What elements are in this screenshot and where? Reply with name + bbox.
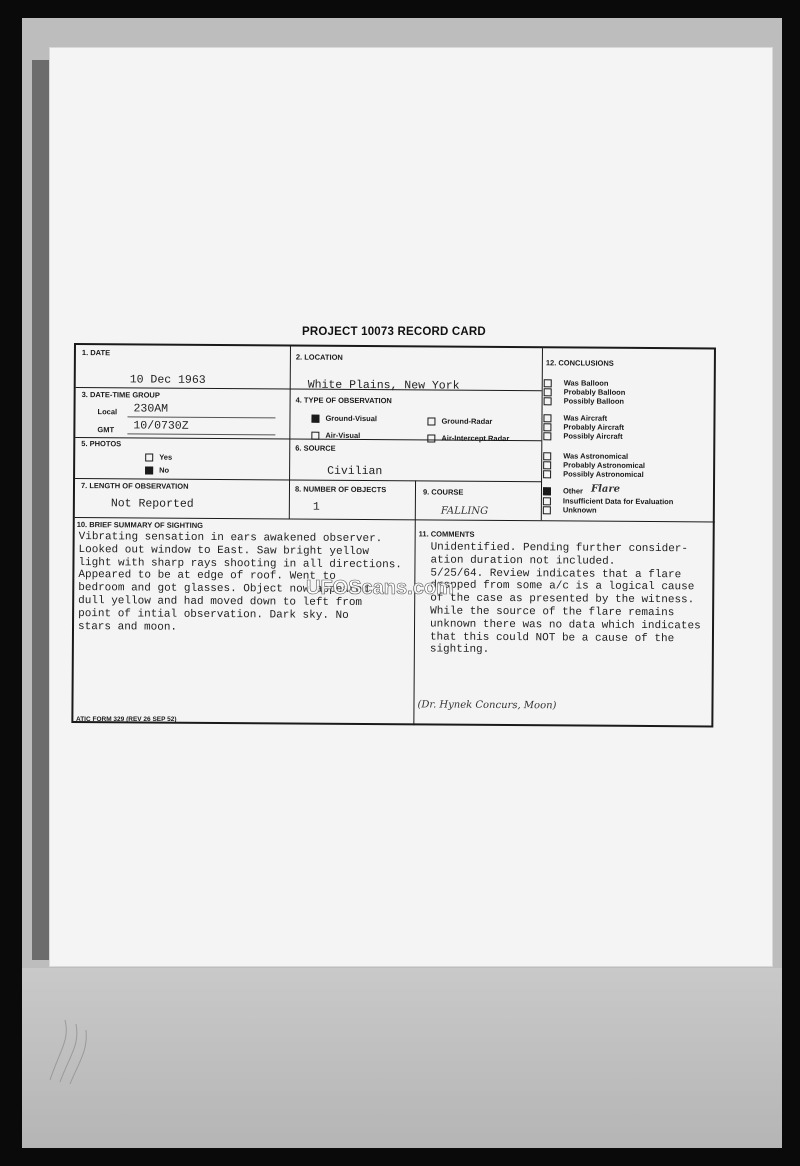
record-card bbox=[71, 343, 716, 727]
checkbox-empty-icon bbox=[311, 432, 319, 440]
checkbox-checked-icon bbox=[311, 415, 319, 423]
source-value: Civilian bbox=[327, 464, 383, 479]
num-objects-label: 8. NUMBER OF OBJECTS bbox=[294, 484, 387, 495]
concl-probably-aircraft: Probably Aircraft bbox=[543, 422, 624, 432]
location-label: 2. LOCATION bbox=[295, 352, 343, 362]
concl-possibly-aircraft: Possibly Aircraft bbox=[543, 431, 622, 441]
checkbox-empty-icon bbox=[543, 452, 551, 460]
checkbox-empty-icon bbox=[543, 414, 551, 422]
date-value: 10 Dec 1963 bbox=[129, 373, 206, 387]
checkbox-empty-icon bbox=[427, 434, 435, 442]
checkbox-empty-icon bbox=[427, 417, 435, 425]
checkbox-empty-icon bbox=[543, 461, 551, 469]
comments-handwritten: (Dr. Hynek Concurs, Moon) bbox=[417, 699, 557, 712]
checkbox-empty-icon bbox=[543, 432, 551, 440]
summary-text: Vibrating sensation in ears awakened observer. Looked out window to East. Saw bright yellow light with sharp rays shooting in all directions. Appeared to be at edge of roof. Went to bedroom and got glasses. Object now appeared dull yellow and had moved down to left from point of intial observation. Dark sky. No stars and moon. bbox=[77, 531, 402, 634]
concl-possibly-balloon: Possibly Balloon bbox=[544, 396, 624, 406]
checkbox-empty-icon bbox=[543, 506, 551, 514]
dtg-gmt-label: GMT bbox=[97, 425, 115, 435]
num-objects-value: 1 bbox=[312, 500, 320, 514]
source-label: 6. SOURCE bbox=[295, 443, 336, 453]
opt-ground-visual: Ground-Visual bbox=[311, 414, 377, 423]
checkbox-empty-icon bbox=[544, 397, 552, 405]
checkbox-checked-icon bbox=[145, 467, 153, 475]
card-title: PROJECT 10073 RECORD CARD bbox=[302, 326, 486, 338]
dtg-local-label: Local bbox=[97, 407, 118, 417]
concl-other-value: Flare bbox=[590, 483, 621, 495]
comments-text: Unidentified. Pending further consider- ation duration not included. 5/25/64. Review indicates that a flare dropped from some a/c is a logical cause of the case as presented by the witness. While the source of the flare remains unknown there was no data which indicates that this could NOT be a cause of the sighting. bbox=[429, 541, 701, 657]
opt-ground-radar: Ground-Radar bbox=[427, 416, 492, 425]
dtg-gmt-value: 10/0730Z bbox=[133, 419, 189, 433]
concl-insufficient-data: Insufficient Data for Evaluation bbox=[543, 496, 673, 506]
date-label: 1. DATE bbox=[81, 348, 111, 358]
course-label: 9. COURSE bbox=[422, 487, 464, 497]
concl-other: Other Flare bbox=[543, 485, 612, 496]
comments-label: 11. COMMENTS bbox=[418, 529, 475, 539]
opt-air-visual: Air-Visual bbox=[311, 431, 360, 440]
watermark: UFOScans.com bbox=[306, 577, 454, 599]
checkbox-empty-icon bbox=[544, 388, 552, 396]
summary-label: 10. BRIEF SUMMARY OF SIGHTING bbox=[76, 520, 204, 530]
length-label: 7. LENGTH OF OBSERVATION bbox=[80, 481, 189, 491]
length-value: Not Reported bbox=[110, 497, 194, 511]
checkbox-checked-icon bbox=[543, 487, 551, 495]
location-value: White Plains, New York bbox=[307, 378, 460, 393]
checkbox-empty-icon bbox=[543, 470, 551, 478]
scan-lower-strip bbox=[22, 968, 782, 1148]
opt-air-intercept-radar: Air-Intercept Radar bbox=[427, 433, 509, 443]
dtg-local-value: 230AM bbox=[133, 402, 169, 416]
form-number: ATIC FORM 329 (REV 26 SEP 52) bbox=[76, 716, 177, 723]
opt-photos-no: No bbox=[145, 465, 169, 474]
page-edge-shadow bbox=[32, 60, 52, 960]
checkbox-empty-icon bbox=[544, 379, 552, 387]
course-value: FALLING bbox=[440, 505, 489, 517]
concl-was-aircraft: Was Aircraft bbox=[543, 413, 607, 422]
checkbox-empty-icon bbox=[145, 454, 153, 462]
conclusions-label: 12. CONCLUSIONS bbox=[545, 358, 614, 368]
dtg-label: 3. DATE-TIME GROUP bbox=[81, 390, 160, 400]
checkbox-empty-icon bbox=[543, 423, 551, 431]
concl-was-astronomical: Was Astronomical bbox=[543, 451, 628, 461]
concl-possibly-astronomical: Possibly Astronomical bbox=[543, 469, 644, 479]
checkbox-empty-icon bbox=[543, 497, 551, 505]
concl-probably-balloon: Probably Balloon bbox=[544, 387, 626, 397]
type-obs-label: 4. TYPE OF OBSERVATION bbox=[295, 395, 392, 406]
concl-was-balloon: Was Balloon bbox=[544, 378, 609, 387]
scan-artifact-scribble bbox=[40, 1010, 100, 1090]
opt-photos-yes: Yes bbox=[145, 453, 172, 462]
photos-label: 5. PHOTOS bbox=[81, 439, 122, 449]
concl-unknown: Unknown bbox=[543, 505, 597, 514]
concl-probably-astronomical: Probably Astronomical bbox=[543, 460, 645, 470]
